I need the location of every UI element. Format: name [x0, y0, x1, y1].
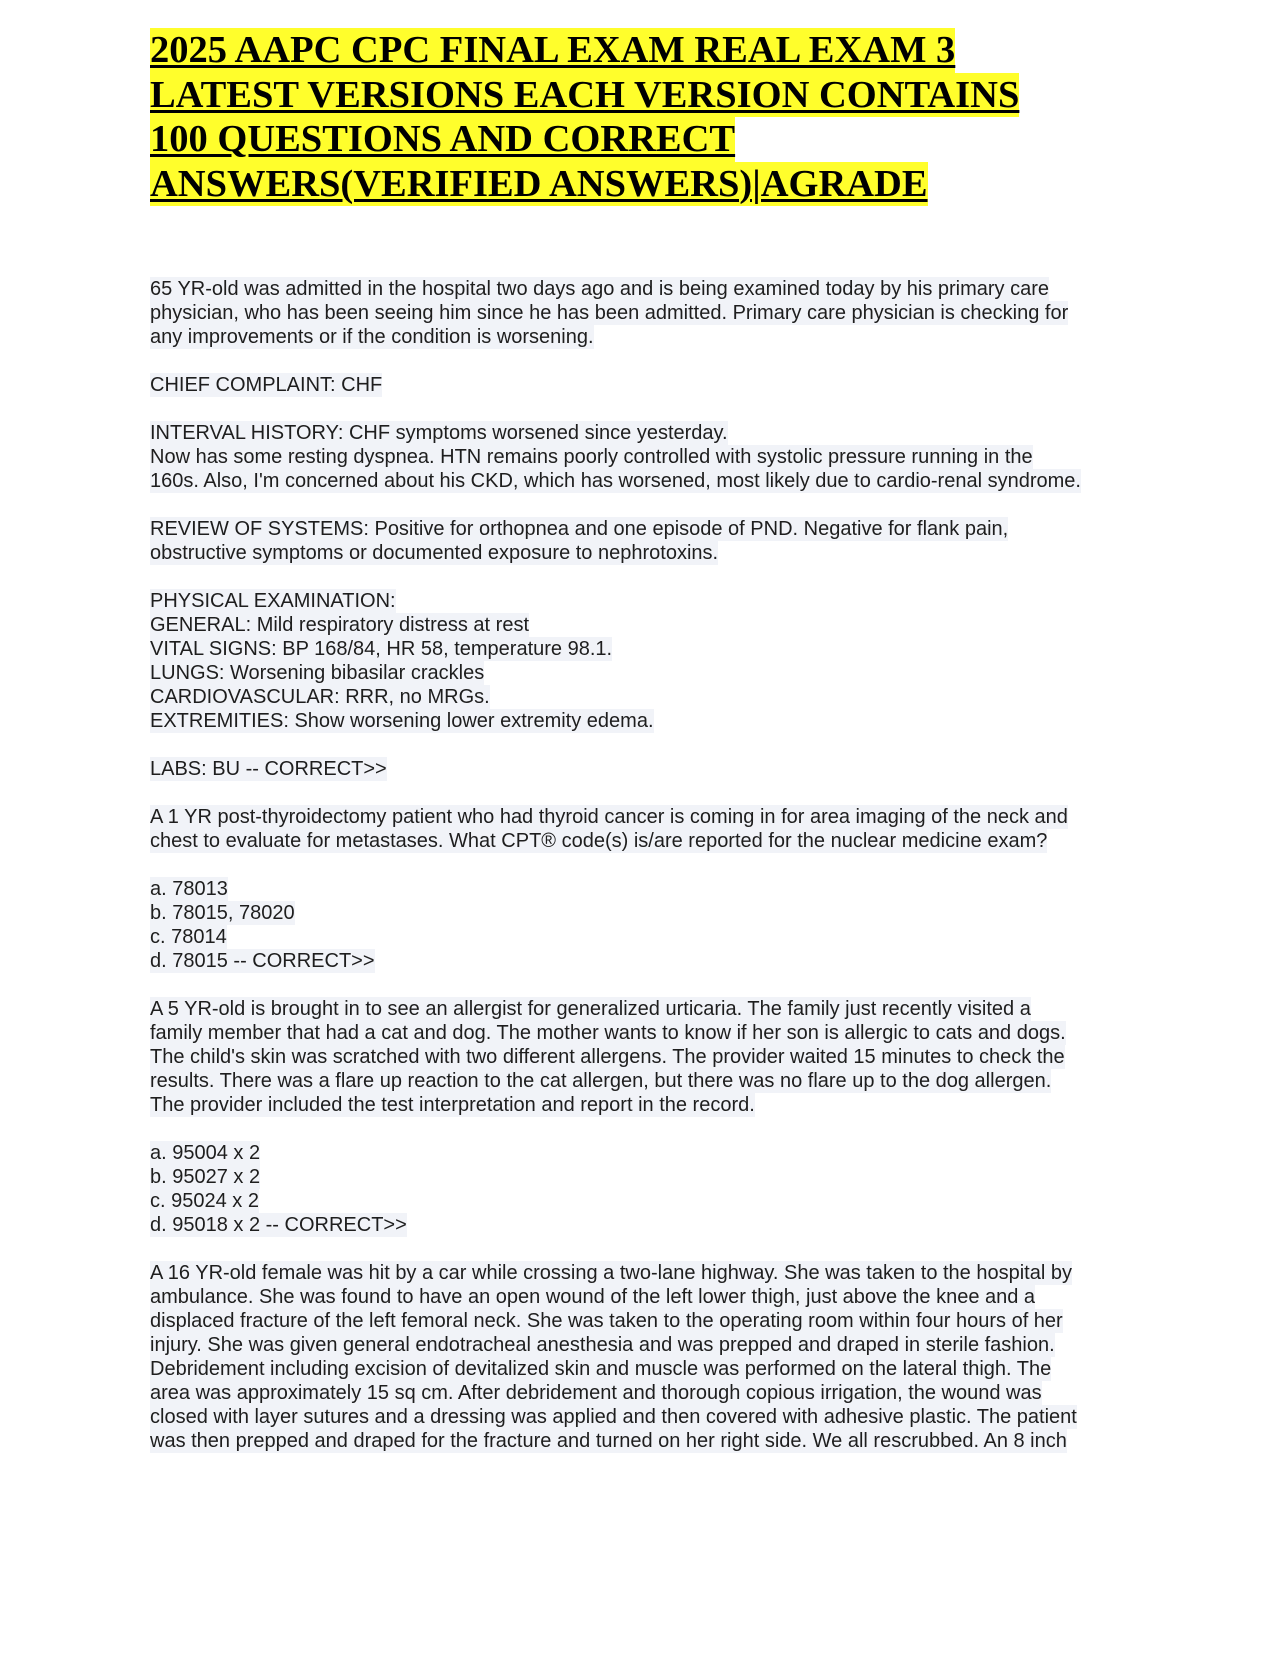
text-line: c. 78014 — [150, 926, 227, 948]
text-line: a. 95004 x 2 — [150, 1142, 261, 1164]
document-body — [150, 277, 1150, 1477]
text-line: VITAL SIGNS: BP 168/84, HR 58, temperature 98.1. — [150, 638, 613, 660]
answer-options — [150, 877, 1150, 973]
title-line: LATEST VERSIONS EACH VERSION CONTAINS — [150, 73, 1020, 116]
text-line: CHIEF COMPLAINT: CHF — [150, 374, 383, 396]
text-line: physician, who has been seeing him since he has been admitted. Primary care physician is checking for — [150, 302, 1069, 324]
text-line: family member that had a cat and dog. The mother wants to know if her son is allergic to cats and dogs. — [150, 1022, 1066, 1044]
text-line: Now has some resting dyspnea. HTN remains poorly controlled with systolic pressure running in the — [150, 446, 1033, 468]
text-line: 65 YR-old was admitted in the hospital two days ago and is being examined today by his primary care — [150, 278, 1050, 300]
text-line: The provider included the test interpretation and report in the record. — [150, 1094, 755, 1116]
text-line: Debridement including excision of devitalized skin and muscle was performed on the lateral thigh. The — [150, 1358, 1052, 1380]
text-line: closed with layer sutures and a dressing was applied and then covered with adhesive plastic. The patient — [150, 1406, 1077, 1428]
review-of-systems-paragraph — [150, 517, 1150, 565]
text-line: A 1 YR post-thyroidectomy patient who had thyroid cancer is coming in for area imaging of the neck and — [150, 806, 1068, 828]
text-line: A 16 YR-old female was hit by a car while crossing a two-lane highway. She was taken to the hospital by — [150, 1262, 1072, 1284]
chief-complaint-paragraph — [150, 373, 1150, 397]
document-title — [150, 28, 1150, 206]
text-line: b. 78015, 78020 — [150, 902, 295, 924]
interval-history-paragraph — [150, 421, 1150, 493]
text-line: was then prepped and draped for the fracture and turned on her right side. We all rescrubbed. An 8 inch — [150, 1430, 1067, 1452]
text-line: chest to evaluate for metastases. What CPT® code(s) is/are reported for the nuclear medicine exam? — [150, 830, 1048, 852]
patient-intro-paragraph — [150, 277, 1150, 349]
text-line: PHYSICAL EXAMINATION: — [150, 590, 396, 612]
text-line: CARDIOVASCULAR: RRR, no MRGs. — [150, 686, 490, 708]
text-line: ambulance. She was found to have an open wound of the left lower thigh, just above the knee and a — [150, 1286, 1036, 1308]
text-line: b. 95027 x 2 — [150, 1166, 261, 1188]
text-line: injury. She was given general endotracheal anesthesia and was prepped and draped in sterile fashion. — [150, 1334, 1055, 1356]
labs-paragraph — [150, 757, 1150, 781]
question-paragraph — [150, 1261, 1150, 1453]
text-line: obstructive symptoms or documented exposure to nephrotoxins. — [150, 542, 719, 564]
text-line: EXTREMITIES: Show worsening lower extremity edema. — [150, 710, 654, 732]
title-line: 2025 AAPC CPC FINAL EXAM REAL EXAM 3 — [150, 29, 956, 71]
text-line: GENERAL: Mild respiratory distress at rest — [150, 614, 529, 636]
text-line: LABS: BU -- CORRECT>> — [150, 758, 387, 780]
text-line: A 5 YR-old is brought in to see an allergist for generalized urticaria. The family just recently visited a — [150, 998, 1031, 1020]
title-line: ANSWERS(VERIFIED ANSWERS)|AGRADE — [150, 162, 928, 205]
question-paragraph — [150, 997, 1150, 1117]
text-line: LUNGS: Worsening bibasilar crackles — [150, 662, 485, 684]
text-line: 160s. Also, I'm concerned about his CKD, which has worsened, most likely due to cardio-renal syndrome. — [150, 470, 1081, 492]
text-line: any improvements or if the condition is worsening. — [150, 326, 594, 348]
answer-options — [150, 1141, 1150, 1237]
text-line: INTERVAL HISTORY: CHF symptoms worsened since yesterday. — [150, 422, 728, 444]
title-line: 100 QUESTIONS AND CORRECT — [150, 118, 736, 160]
text-line: d. 78015 -- CORRECT>> — [150, 950, 375, 972]
question-paragraph — [150, 805, 1150, 853]
document-page — [150, 28, 1150, 1452]
text-line: REVIEW OF SYSTEMS: Positive for orthopnea and one episode of PND. Negative for flank pain, — [150, 518, 1009, 540]
text-line: c. 95024 x 2 — [150, 1190, 259, 1212]
physical-exam-paragraph — [150, 589, 1150, 733]
text-line: area was approximately 15 sq cm. After debridement and thorough copious irrigation, the wound was — [150, 1382, 1042, 1404]
text-line: d. 95018 x 2 -- CORRECT>> — [150, 1214, 407, 1236]
text-line: The child's skin was scratched with two different allergens. The provider waited 15 minutes to check the — [150, 1046, 1065, 1068]
text-line: a. 78013 — [150, 878, 228, 900]
text-line: results. There was a flare up reaction to the cat allergen, but there was no flare up to the dog allergen. — [150, 1070, 1052, 1092]
text-line: displaced fracture of the left femoral neck. She was taken to the operating room within four hours of her — [150, 1310, 1063, 1332]
